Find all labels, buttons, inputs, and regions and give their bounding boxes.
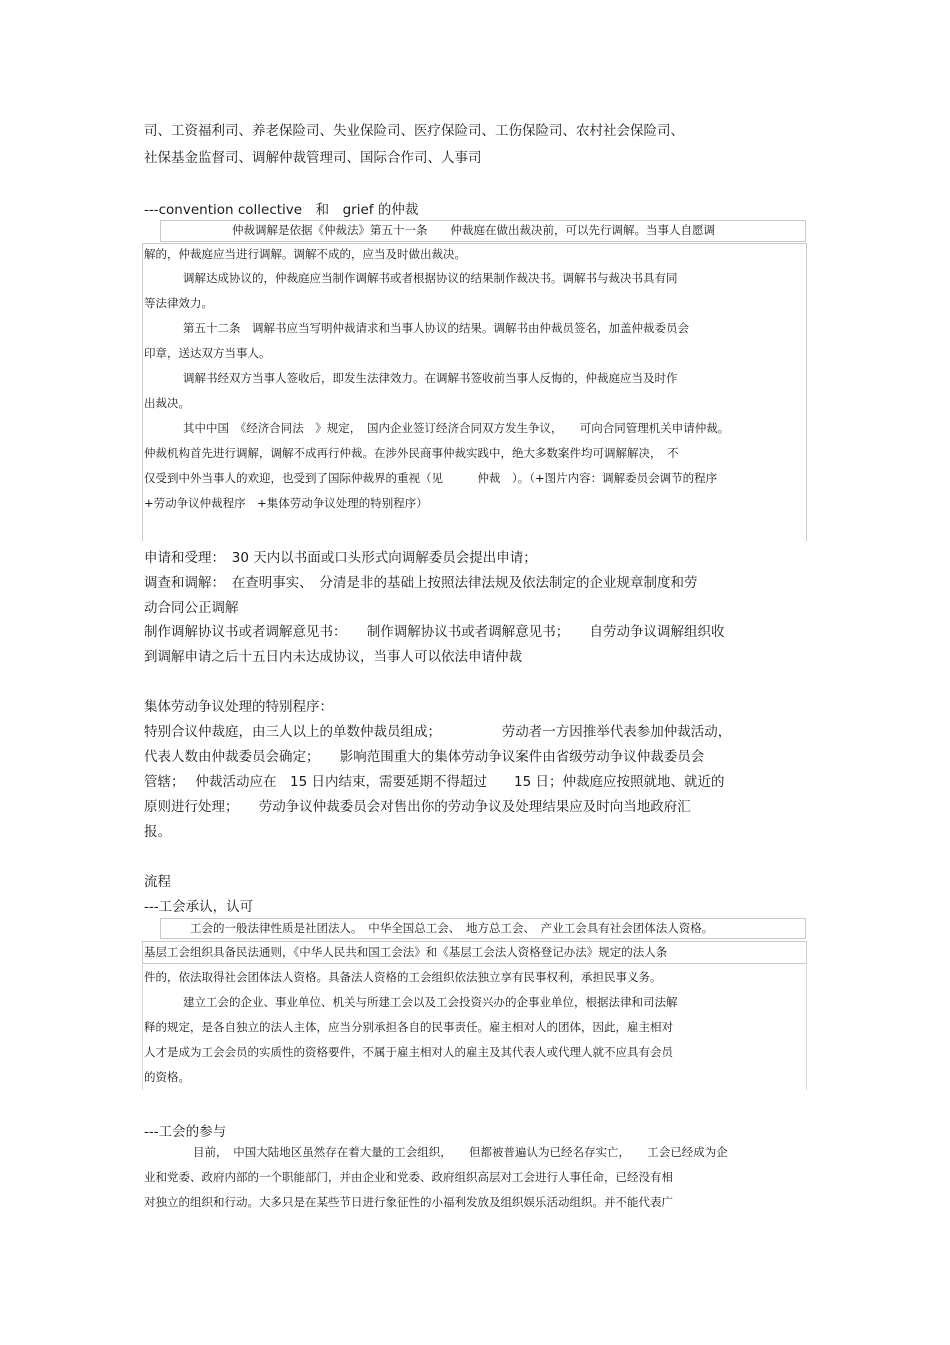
quote-line: 其中中国 《经济合同法 》规定， 国内企业签订经济合同双方发生争议， 可向合同管理机关申请仲裁。 [183,421,730,435]
text-line: 对独立的组织和行动。大多只是在某些节日进行象征性的小福利发放及组织娱乐活动组织。并不能代表广 [144,1195,673,1209]
text-line: 报。 [144,824,171,840]
quote-line: 释的规定，是各自独立的法人主体，应当分别承担各自的民事责任。雇主相对人的团体，因此，雇主相对 [144,1020,673,1034]
quote-line: 的资格。 [144,1070,190,1084]
section-heading: ---convention collective 和 grief 的仲裁 [144,202,419,218]
text-line: 社保基金监督司、调解仲裁管理司、国际合作司、人事司 [144,150,482,166]
text-line: 到调解申请之后十五日内未达成协议，当事人可以依法申请仲裁 [144,649,522,665]
text-line: 原则进行处理； 劳动争议仲裁委员会对售出你的劳动争议及处理结果应及时向当地政府汇 [144,799,691,815]
text-line: 动合同公正调解 [144,600,239,616]
quote-line: 仲裁调解是依据《仲裁法》第五十一条 仲裁庭在做出裁决前，可以先行调解。当事人自愿调 [232,223,715,237]
text-line: 制作调解协议书或者调解意见书： 制作调解协议书或者调解意见书； 自劳动争议调解组织收 [144,624,725,640]
sub-heading: ---工会承认，认可 [144,899,254,915]
text-line: 目前， 中国大陆地区虽然存在着大量的工会组织， 但都被普遍认为已经名存实亡， 工会已经成为企 [193,1145,728,1159]
quote-line: 等法律效力。 [144,296,213,310]
section-heading: 集体劳动争议处理的特别程序： [144,699,333,715]
quote-line: 调解达成协议的，仲裁庭应当制作调解书或者根据协议的结果制作裁决书。调解书与裁决书具有同 [183,271,678,285]
quote-line: 仅受到中外当事人的欢迎，也受到了国际仲裁界的重视（见 仲裁 ）。（+图片内容：调解委员会调节的程序 [144,471,718,485]
quote-line: +劳动争议仲裁程序 +集体劳动争议处理的特别程序） [144,496,428,510]
sub-heading: ---工会的参与 [144,1124,227,1140]
quote-line: 建立工会的企业、事业单位、机关与所建工会以及工会投资兴办的企事业单位，根据法律和司法解 [183,995,678,1009]
text-line: 司、工资福利司、养老保险司、失业保险司、医疗保险司、工伤保险司、农村社会保险司、 [144,123,684,139]
quote-line: 解的，仲裁庭应当进行调解。调解不成的，应当及时做出裁决。 [144,247,466,261]
quote-line: 件的，依法取得社会团体法人资格。具备法人资格的工会组织依法独立享有民事权利，承担民事义务。 [144,970,662,984]
quote-line: 调解书经双方当事人签收后，即发生法律效力。在调解书签收前当事人反悔的，仲裁庭应当及时作 [183,371,678,385]
quote-line: 印章，送达双方当事人。 [144,346,271,360]
quote-line: 仲裁机构首先进行调解，调解不成再行仲裁。在涉外民商事仲裁实践中，绝大多数案件均可调解解决， 不 [144,446,679,460]
text-line: 特别合议仲裁庭，由三人以上的单数仲裁员组成； 劳动者一方因推举代表参加仲裁活动， [144,724,732,740]
text-line: 代表人数由仲裁委员会确定； 影响范围重大的集体劳动争议案件由省级劳动争议仲裁委员会 [144,749,705,765]
quote-line: 工会的一般法律性质是社团法人。 中华全国总工会、 地方总工会、 产业工会具有社会团体法人资格。 [190,921,714,935]
text-line: 管辖； 仲裁活动应在 15 日内结束，需要延期不得超过 15 日；仲裁庭应按照就地、就近的 [144,774,725,790]
text-line: 调查和调解： 在查明事实、 分清是非的基础上按照法律法规及依法制定的企业规章制度和劳 [144,575,698,591]
text-line: 申请和受理： 30 天内以书面或口头形式向调解委员会提出申请； [144,550,537,566]
quote-line: 第五十二条 调解书应当写明仲裁请求和当事人协议的结果。调解书由仲裁员签名，加盖仲裁委员会 [183,321,689,335]
text-line: 业和党委、政府内部的一个职能部门，并由企业和党委、政府组织高层对工会进行人事任命，已经没有相 [144,1170,673,1184]
quote-line: 出裁决。 [144,396,190,410]
quote-line: 人才是成为工会会员的实质性的资格要件，不属于雇主相对人的雇主及其代表人或代理人就不应具有会员 [144,1045,673,1059]
quote-line: 基层工会组织具备民法通则，《中华人民共和国工会法》和《基层工会法人资格登记办法》规定的法人条 [144,945,668,959]
section-heading: 流程 [144,874,171,890]
